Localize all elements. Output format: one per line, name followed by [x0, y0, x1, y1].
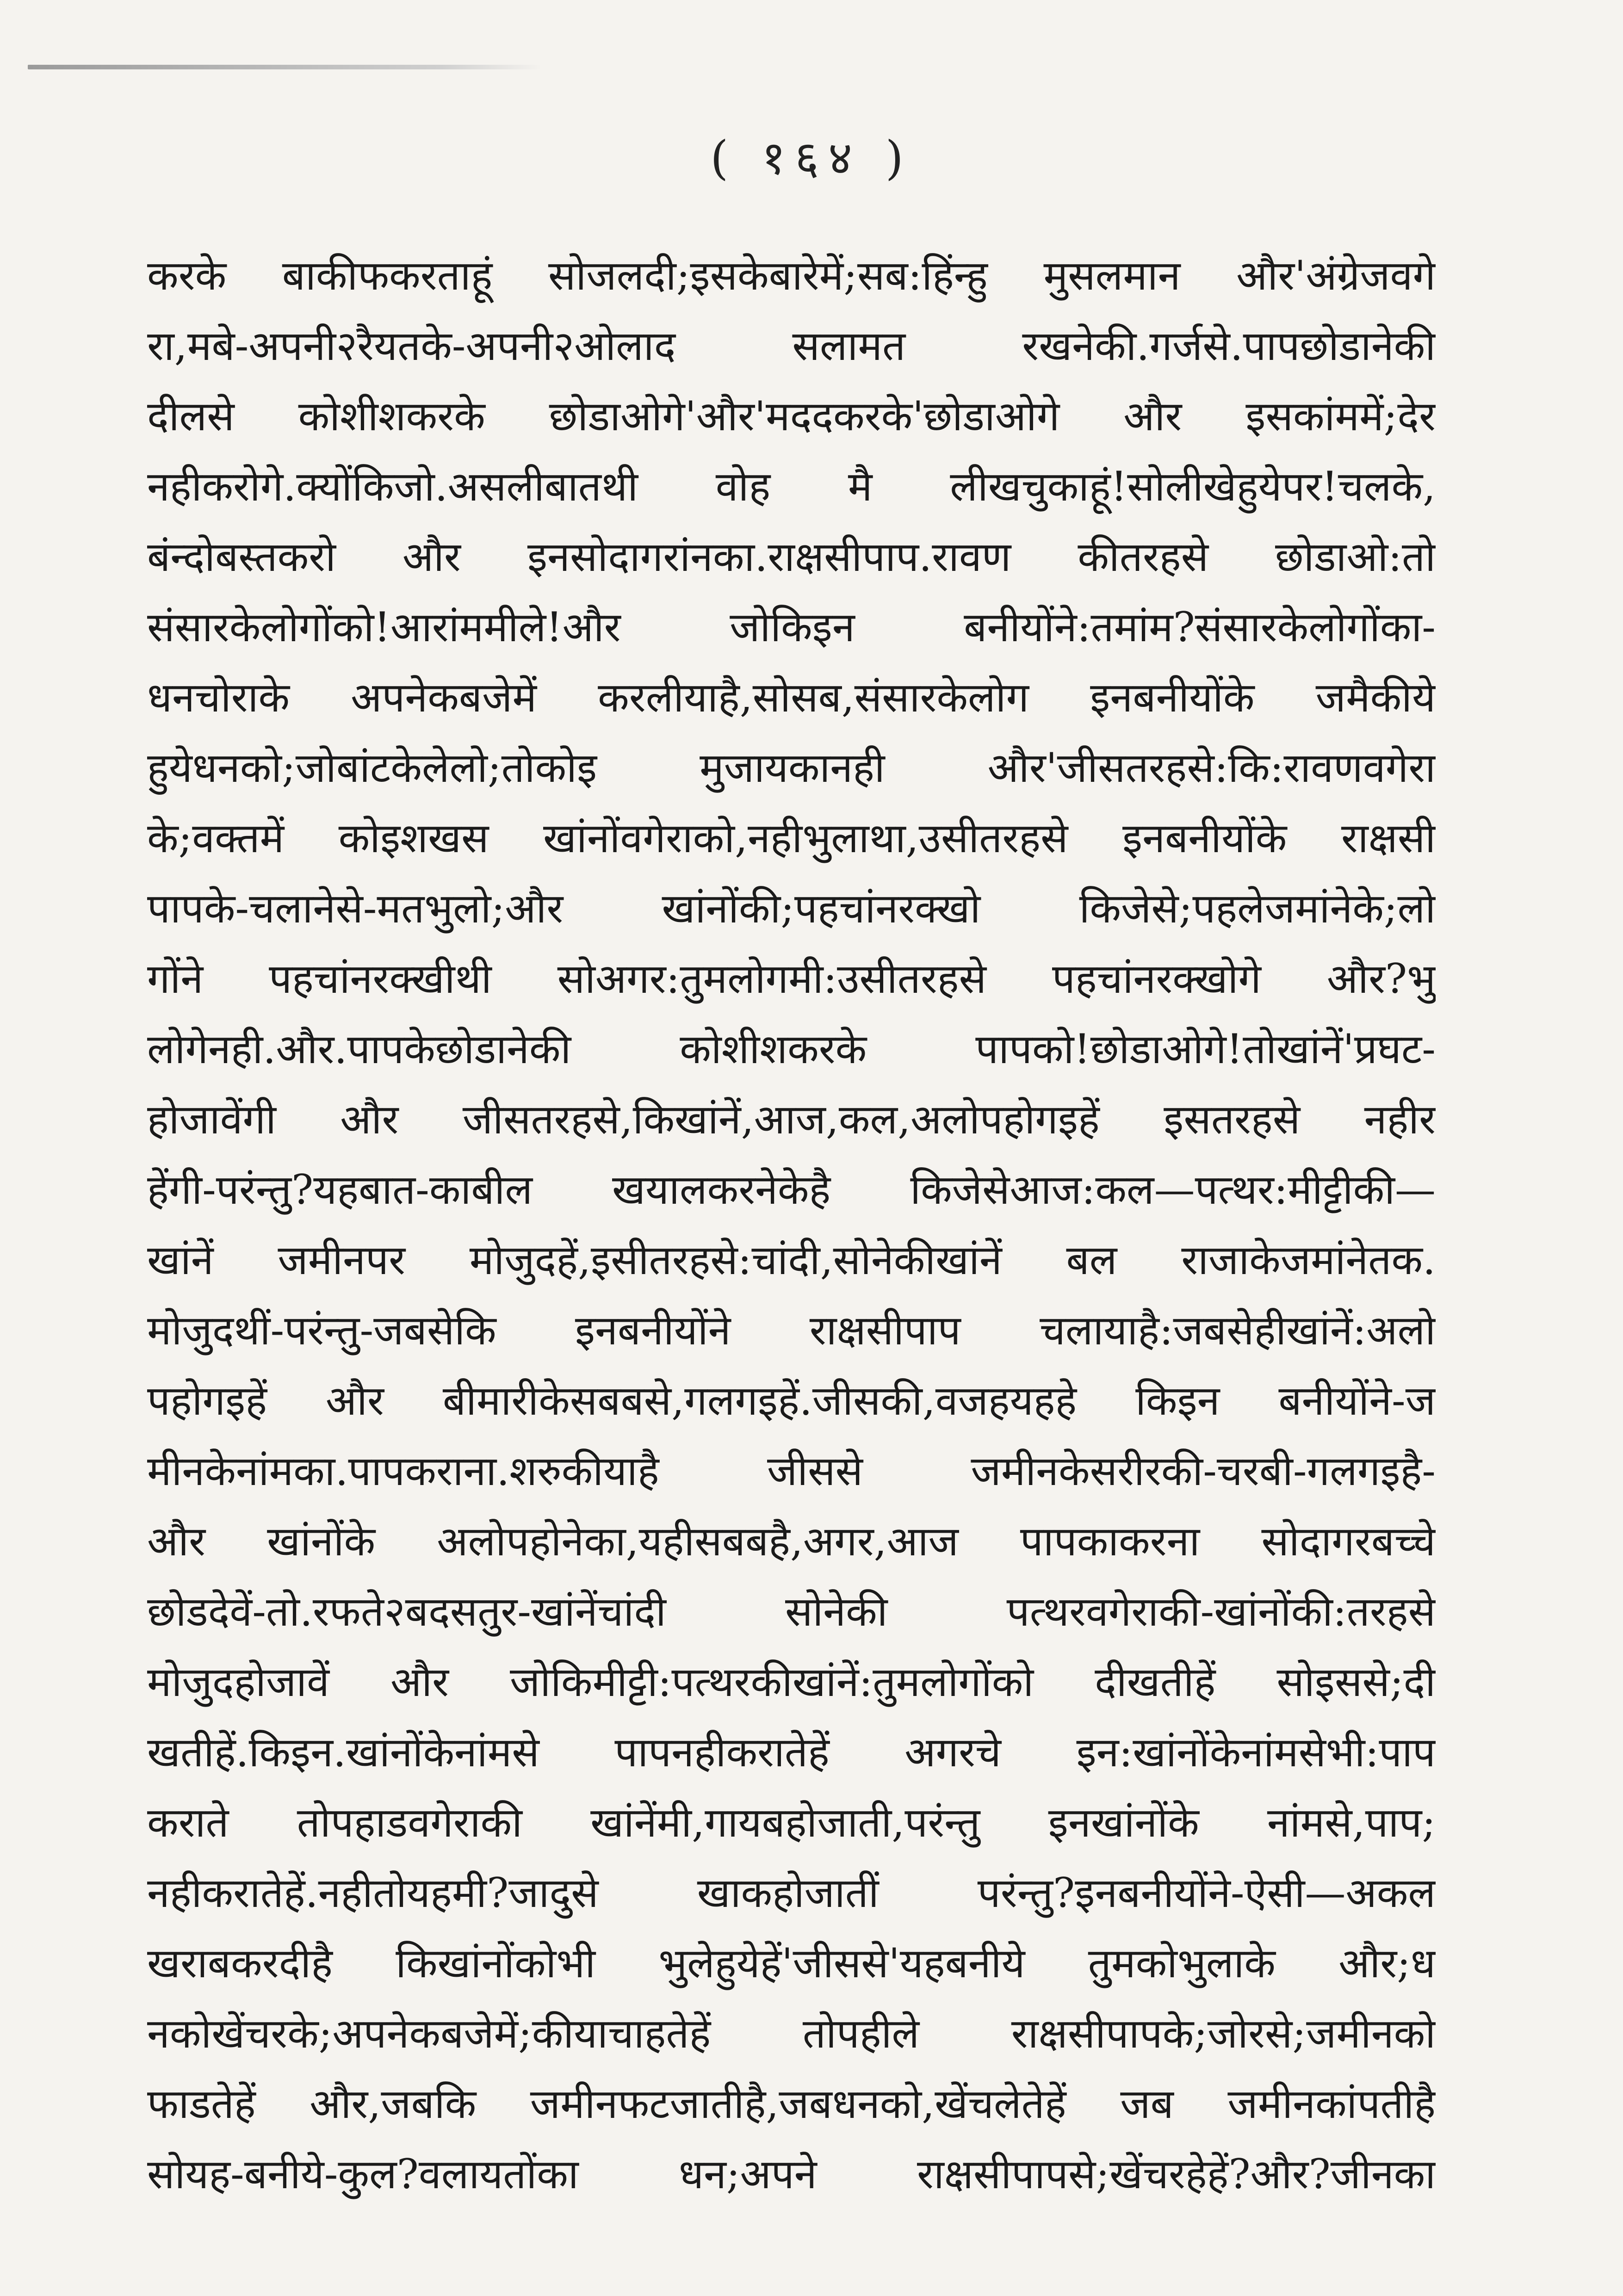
text-line: गोंने पहचांनरक्खीथी सोअगर:तुमलोगमी:उसीतरहसे पहचांनरक्खोगे और?भु — [147, 955, 1436, 1003]
text-line: पापके-चलानेसे-मतभुलो;और खांनोंकी;पहचांनरक्खो किजेसे;पहलेजमांनेके;लो — [147, 885, 1436, 932]
text-line: फाडतेहें और,जबकि जमीनफटजातीहै,जबधनको,खेंचलेतेहें जब जमीनकांपतीहै — [147, 2080, 1436, 2128]
text-line: मोजुदथीं-परंन्तु-जबसेकि इनबनीयोंने राक्षसीपाप चलायाहै:जबसेहीखांनें:अलो — [147, 1306, 1436, 1354]
text-line: छोडदेवें-तो.रफते२बदसतुर-खांनेंचांदी सोनेकी पत्थरवगेराकी-खांनोंकी:तरहसे — [147, 1588, 1436, 1635]
body-text — [147, 241, 1436, 2209]
text-line: के;वक्तमें कोइशखस खांनोंवगेराको,नहीभुलाथा,उसीतरहसे इनबनीयोंके राक्षसी — [147, 814, 1436, 862]
scan-edge-mark — [28, 65, 541, 69]
text-line: मीनकेनांमका.पापकराना.शरुकीयाहै जीससे जमीनकेसरीरकी-चरबी-गलगइहै- — [147, 1447, 1436, 1495]
text-line: दीलसे कोशीशकरके छोडाओगे'और'मददकरके'छोडाओगे और इसकांममें;देर — [147, 392, 1436, 440]
text-line: धनचोराके अपनेकबजेमें करलीयाहै,सोसब,संसारकेलोग इनबनीयोंके जमैकीये — [147, 674, 1436, 721]
text-line: संसारकेलोगोंको!आरांममीले!और जोकिइन बनीयोंने:तमांम?संसारकेलोगोंका- — [147, 603, 1436, 651]
text-line: खांनें जमीनपर मोजुदहें,इसीतरहसे:चांदी,सोनेकीखांनें बल राजाकेजमांनेतक. — [147, 1236, 1436, 1284]
text-line: होजावेंगी और जीसतरहसे,किखांनें,आज,कल,अलोपहोगइहें इसतरहसे नहीर — [147, 1095, 1436, 1143]
text-line: बंन्दोबस्तकरो और इनसोदागरांनका.राक्षसीपाप.रावण कीतरहसे छोडाओ:तो — [147, 533, 1436, 581]
text-line: लोगेनही.और.पापकेछोडानेकी कोशीशकरके पापको!छोडाओगे!तोखांनें'प्रघट- — [147, 1025, 1436, 1073]
text-line: खराबकरदीहै किखांनोंकोभी भुलेहुयेहें'जीससे'यहबनीये तुमकोभुलाके और;ध — [147, 1939, 1436, 1987]
text-line: सोयह-बनीये-कुल?वलायतोंका धन;अपने राक्षसीपापसे;खेंचरहेहें?और?जीनका — [147, 2150, 1436, 2198]
text-line: और खांनोंके अलोपहोनेका,यहीसबबहै,अगर,आज पापकाकरना सोदागरबच्चे — [147, 1517, 1436, 1565]
text-line: हेंगी-परंन्तु?यहबात-काबील खयालकरनेकेहै किजेसेआज:कल—पत्थर:मीट्टीकी— — [147, 1166, 1436, 1213]
text-line: रा,मबे-अपनी२रैयतके-अपनी२ओलाद सलामत रखनेकी.गर्जसे.पापछोडानेकी — [147, 322, 1436, 370]
text-line: नकोखेंचरके;अपनेकबजेमें;कीयाचाहतेहें तोपहीले राक्षसीपापके;जोरसे;जमीनको — [147, 2010, 1436, 2057]
text-line: हुयेधनको;जोबांटकेलेलो;तोकोइ मुजायकानही और'जीसतरहसे:कि:रावणवगेरा — [147, 744, 1436, 792]
text-line: नहीकरातेहें.नहीतोयहमी?जादुसे खाकहोजातीं परंन्तु?इनबनीयोंने-ऐसी—अकल — [147, 1869, 1436, 1917]
text-line: पहोगइहें और बीमारीकेसबबसे,गलगइहें.जीसकी,वजहयहहे किइन बनीयोंने-ज — [147, 1377, 1436, 1424]
text-line: नहीकरोगे.क्योंकिजो.असलीबातथी वोह मै लीखचुकाहूं!सोलीखेहुयेपर!चलके, — [147, 463, 1436, 510]
text-line: करके बाकीफकरताहूं सोजलदी;इसकेबारेमें;सब:हिंन्हु मुसलमान और'अंग्रेजवगे — [147, 252, 1436, 299]
text-line: मोजुदहोजावें और जोकिमीट्टी:पत्थरकीखांनें:तुमलोगोंको दीखतीहें सोइससे;दी — [147, 1658, 1436, 1706]
page-number: ( १६४ ) — [710, 131, 913, 185]
text-line: कराते तोपहाडवगेराकी खांनेंमी,गायबहोजाती,परंन्तु इनखांनोंके नांमसे,पाप; — [147, 1799, 1436, 1846]
text-line: खतीहें.किइन.खांनोंकेनांमसे पापनहीकरातेहें अगरचे इन:खांनोंकेनांमसेभी:पाप — [147, 1728, 1436, 1776]
